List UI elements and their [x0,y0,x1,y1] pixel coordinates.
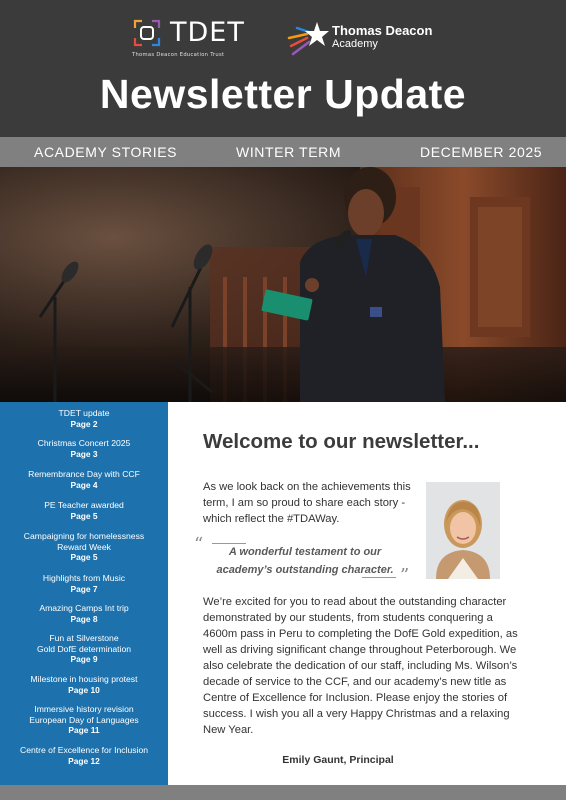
pull-quote: A wonderful testament to our academy’s outstanding character. [216,546,394,576]
toc-item[interactable] [0,500,168,521]
toc-item-page: Page 2 [70,418,98,429]
toc-item-title: TDET update [58,408,110,418]
toc-item[interactable] [0,573,168,594]
toc-item-title: Milestone in housing protest [30,674,138,684]
toc-item-page: Page 7 [70,583,98,594]
article-body: We’re excited for you to read about the outstanding character demonstrated by our students, from students conquering a 4600m pass in Peru to completing the DofE Gold expedition, as well as driving significant change throughout Peterborough. We also celebrate the dedication of our staff, including Ms. Wilson’s decade of service to the CCF, and our academy’s new title as Centre of Excellence for Inclusion. Please enjoy the stories of success. I wish you all a very Happy Christmas and a relaxing New Year. [203,596,518,736]
toc-item-page: Page 10 [68,684,100,695]
article-heading: Welcome to our newsletter... [203,430,480,453]
tdet-subtitle: Thomas Deacon Education Trust [132,52,225,58]
toc-item-page: Page 4 [70,479,98,490]
toc-item-page: Page 8 [70,613,98,624]
tdet-wordmark: TDET [170,17,245,48]
toc-item-title: Immersive history revision European Day of Languages [29,704,139,725]
toc-item-title: Remembrance Day with CCF [28,469,140,479]
toc-item[interactable] [0,603,168,624]
toc-item[interactable] [0,531,168,563]
tdet-logo[interactable] [132,16,245,60]
toc-item-title: Campaigning for homelessness Reward Week [23,531,145,552]
toc-item[interactable] [0,674,168,695]
academy-logo[interactable] [287,16,447,58]
banner-date: DECEMBER 2025 [420,144,543,160]
quote-rule-bottom [362,577,396,578]
banner-section: ACADEMY STORIES [34,144,178,160]
toc-item[interactable] [0,408,168,429]
open-quote-icon: “ [194,534,204,555]
toc-item-title: Highlights from Music [42,573,126,583]
toc-item-title: Fun at Silverstone Gold DofE determination [36,633,132,654]
toc-item-page: Page 5 [70,552,98,562]
toc-item[interactable] [0,438,168,459]
academy-subtitle: Academy [332,38,378,50]
toc-item-page: Page 9 [70,654,98,664]
toc-item-page: Page 12 [68,755,100,766]
close-quote-icon: ” [400,565,410,586]
header [0,0,566,137]
page-title: Newsletter Update [99,71,467,117]
toc-item-title: Amazing Camps Int trip [39,603,129,613]
tdet-square-mark-icon [132,18,162,48]
toc-item-title: PE Teacher awarded [44,500,124,510]
contents-sidebar [0,402,168,785]
toc-item[interactable] [0,745,168,766]
toc-item-title: Centre of Excellence for Inclusion [19,745,149,755]
article-signature: Emily Gaunt, Principal [282,754,394,766]
toc-item-title: Christmas Concert 2025 [37,438,131,448]
toc-item[interactable] [0,633,168,665]
principal-portrait [426,482,500,579]
welcome-article [168,402,566,785]
shooting-star-icon [287,16,333,58]
toc-item-page: Page 3 [70,448,98,459]
article-intro: As we look back on the achievements this term, I am so proud to share each story - which reflect the #TDAWay. [203,481,411,525]
toc-item-page: Page 5 [70,510,98,521]
issue-banner [0,137,566,167]
banner-term: WINTER TERM [236,144,342,160]
toc-item-page: Page 11 [68,725,100,735]
academy-name: Thomas Deacon [332,23,433,38]
footer-bar [0,785,566,800]
toc-item[interactable] [0,704,168,736]
hero-photo [0,167,566,402]
toc-item[interactable] [0,469,168,490]
